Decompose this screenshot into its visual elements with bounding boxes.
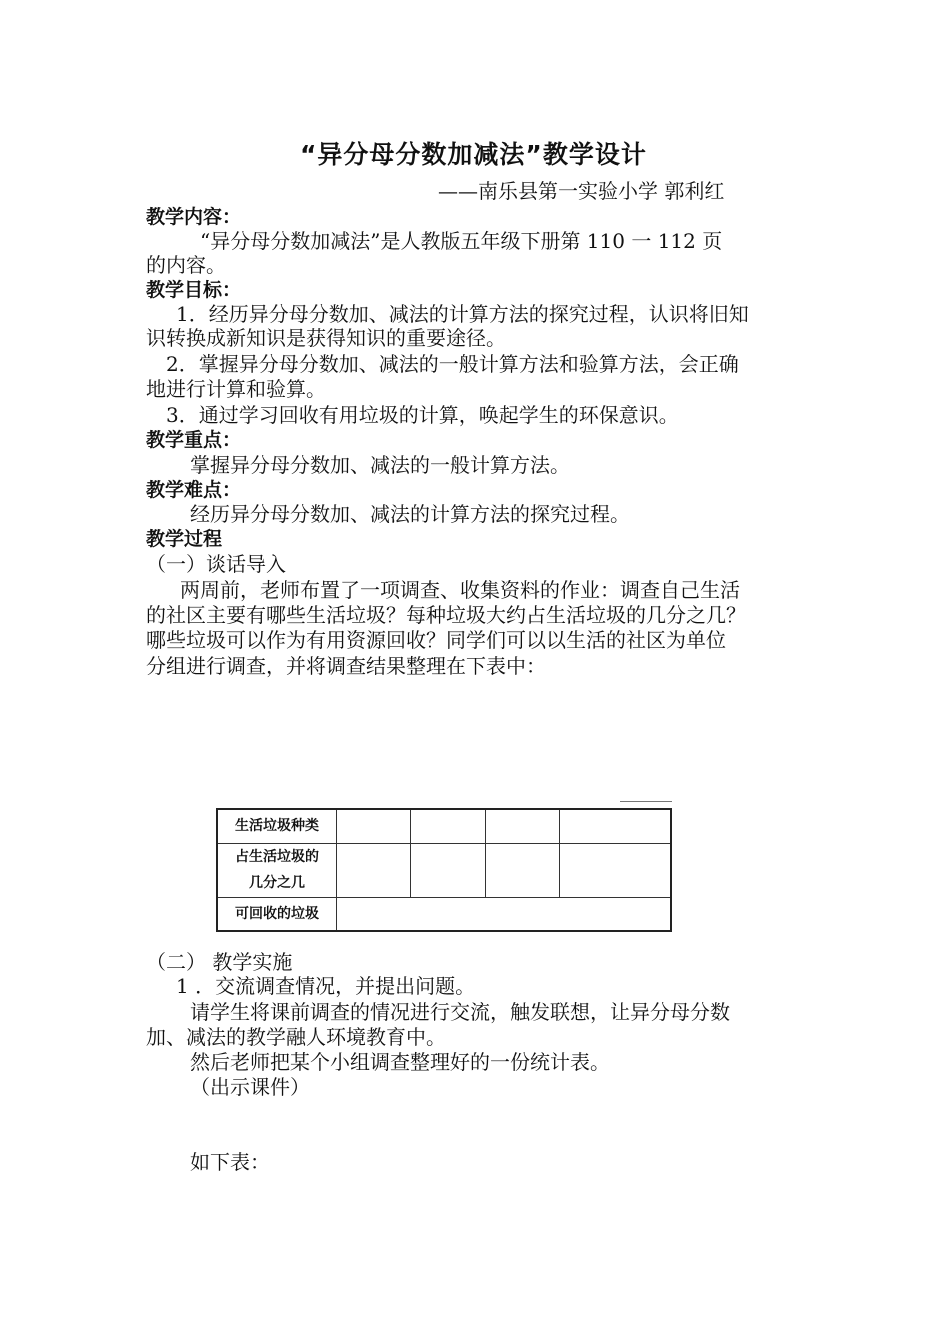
goal-line: 3．通过学习回收有用垃圾的计算，唤起学生的环保意识。 bbox=[166, 403, 679, 427]
table-row-label: 占生活垃圾的 几分之几 bbox=[217, 843, 337, 897]
paragraph-line: 请学生将课前调查的情况进行交流，触发联想，让异分母分数 bbox=[190, 1000, 730, 1024]
table-row-label: 生活垃圾种类 bbox=[217, 809, 337, 843]
byline: ——南乐县第一实验小学 郭利红 bbox=[438, 179, 725, 203]
goal-line: 地进行计算和验算。 bbox=[146, 377, 326, 401]
paragraph-line: 两周前，老师布置了一项调查、收集资料的作业：调查自己生活 bbox=[180, 578, 740, 602]
process-heading: 教学过程 bbox=[146, 528, 223, 550]
difficult-point-text: 经历异分母分数加、减法的计算方法的探究过程。 bbox=[190, 502, 630, 526]
survey-table bbox=[216, 808, 672, 932]
paragraph-line: 如下表： bbox=[190, 1150, 270, 1174]
goal-line: 2．掌握异分母分数加、减法的一般计算方法和验算方法，会正确 bbox=[166, 352, 739, 376]
paragraph-line: 加、减法的教学融人环境教育中。 bbox=[146, 1025, 446, 1049]
note-line: （出示课件） bbox=[190, 1075, 310, 1099]
item-line: 1 ．交流调查情况，并提出问题。 bbox=[176, 974, 476, 998]
paragraph-line: 的社区主要有哪些生活垃圾？每种垃圾大约占生活垃圾的几分之几？ bbox=[146, 603, 746, 627]
paragraph-line: 分组进行调查，并将调查结果整理在下表中： bbox=[146, 654, 546, 678]
paragraph-line: 哪些垃圾可以作为有用资源回收？同学们可以以生活的社区为单位 bbox=[146, 628, 726, 652]
goals-heading: 教学目标： bbox=[146, 279, 242, 301]
difficult-point-heading: 教学难点： bbox=[146, 479, 242, 501]
table-row-label: 可回收的垃圾 bbox=[217, 897, 337, 931]
content-line: 的内容。 bbox=[146, 253, 226, 277]
paragraph-line: 然后老师把某个小组调查整理好的一份统计表。 bbox=[190, 1050, 610, 1074]
section-heading: （二） 教学实施 bbox=[146, 950, 293, 974]
goal-line: 1．经历异分母分数加、减法的计算方法的探究过程，认识将旧知 bbox=[176, 302, 749, 326]
content-line: “异分母分数加减法”是人教版五年级下册第 110 一 112 页 bbox=[200, 229, 723, 253]
content-heading: 教学内容： bbox=[146, 206, 242, 228]
goal-line: 识转换成新知识是获得知识的重要途径。 bbox=[146, 326, 506, 350]
page-title: “异分母分数加减法”教学设计 bbox=[300, 140, 647, 169]
section-heading: （一）谈话导入 bbox=[146, 552, 286, 576]
table-top-rule bbox=[620, 801, 672, 802]
key-point-text: 掌握异分母分数加、减法的一般计算方法。 bbox=[190, 453, 570, 477]
key-point-heading: 教学重点： bbox=[146, 429, 242, 451]
